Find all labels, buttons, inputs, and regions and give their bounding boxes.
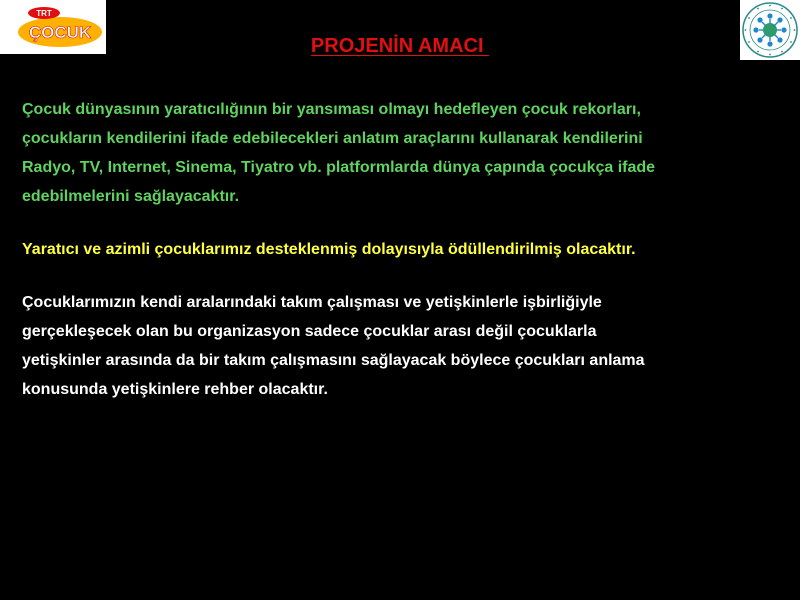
paragraph-green-2: çocukların kendilerini ifade edebilecekleri anlatım araçlarını kullanarak kendilerini xyxy=(22,130,643,147)
paragraph-spacer xyxy=(22,214,758,238)
paragraph-white-2: gerçekleşecek olan bu organizasyon sadece çocuklar arası değil çocuklarla xyxy=(22,323,597,340)
trt-logo-text: TRT xyxy=(36,9,52,18)
paragraph-green-3: Radyo, TV, Internet, Sinema, Tiyatro vb. platformlarda dünya çapında çocukça ifade xyxy=(22,159,656,176)
paragraph-white-1: Çocuklarımızın kendi aralarındaki takım çalışması ve yetişkinlerle işbirliğiyle xyxy=(22,294,602,311)
paragraph-green-4: edebilmelerini sağlayacaktır. xyxy=(22,188,240,205)
paragraph-green-1: Çocuk dünyasının yaratıcılığının bir yansıması olmayı hedefleyen çocuk rekorları, xyxy=(22,101,641,118)
cocuk-logo-text: ÇOCUK xyxy=(28,23,92,42)
paragraph-white-4: konusunda yetişkinlere rehber olacaktır. xyxy=(22,381,328,398)
paragraph-spacer xyxy=(22,267,758,291)
paragraph-yellow-1: Yaratıcı ve azimli çocuklarımız desteklenmiş dolayısıyla ödüllendirilmiş olacaktır. xyxy=(22,241,636,258)
paragraph-white-3: yetişkinler arasında da bir takım çalışmasını sağlayacak böylece çocukları anlama xyxy=(22,352,645,369)
slide-title: PROJENİN AMACI xyxy=(310,35,490,57)
slide-body xyxy=(22,98,758,407)
